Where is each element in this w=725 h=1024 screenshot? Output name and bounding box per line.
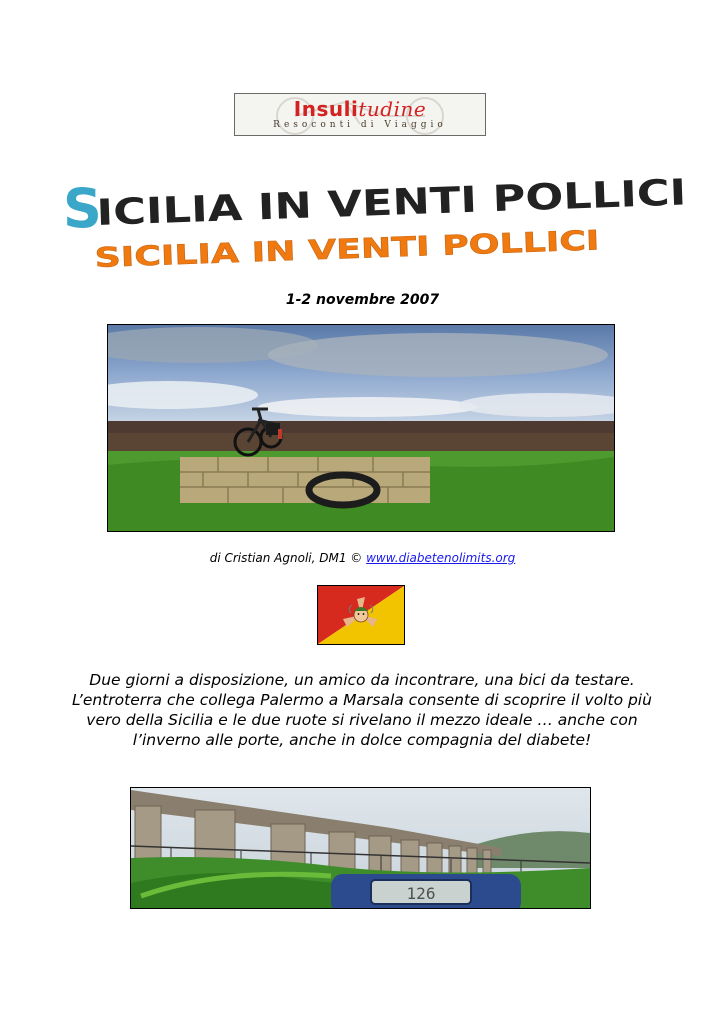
title-wordart (55, 170, 695, 275)
bicycle-photo-image (108, 325, 614, 531)
intro-line: l’inverno alle porte, anche in dolce compagnia del diabete! (132, 731, 592, 749)
title-line1: ICILIA IN VENTI POLLICI (95, 176, 573, 234)
byline-text: di Cristian Agnoli, DM1 © (209, 551, 367, 565)
temple-photo-image (131, 788, 590, 908)
sicily-flag-image (318, 586, 404, 644)
glucose-meter-reading: 126 (406, 884, 436, 903)
title-initial: S (63, 177, 102, 240)
title-line2: SICILIA IN VENTI POLLICI (94, 229, 471, 274)
intro-line: Due giorni a disposizione, un amico da incontrare, una bici da testare. (89, 671, 635, 689)
temple-photo (130, 787, 591, 909)
bicycle-photo (107, 324, 615, 532)
logo-tagline: Resoconti di Viaggio (273, 120, 447, 130)
intro-line: L’entroterra che collega Palermo a Marsala consente di scoprire il volto più (72, 691, 652, 709)
byline-link[interactable]: www.diabetenolimits.org (366, 551, 516, 565)
sicily-flag (317, 585, 405, 645)
logo-brand-bold: Insuli (293, 97, 359, 121)
logo-brand (235, 97, 485, 121)
intro-paragraph (62, 670, 662, 750)
logo-brand-italic: tudine (358, 97, 427, 121)
intro-line: vero della Sicilia e le due ruote si rivelano il mezzo ideale … anche con (86, 711, 638, 729)
byline (0, 551, 725, 565)
date-heading: 1-2 novembre 2007 (285, 292, 440, 308)
insulitudine-logo (234, 93, 486, 136)
